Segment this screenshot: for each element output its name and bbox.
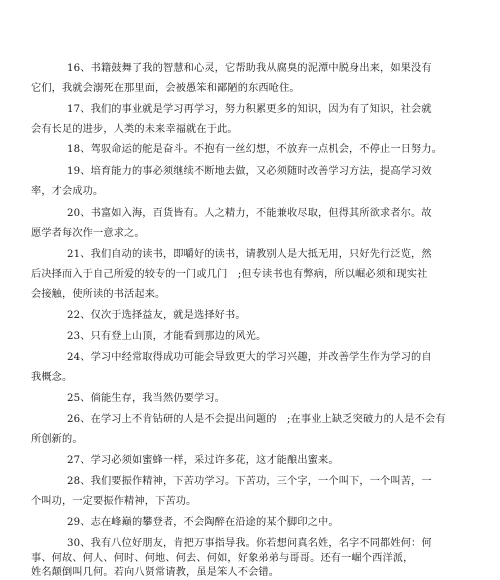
- line-text: 我概念。: [31, 372, 73, 383]
- text-line: [31, 371, 72, 385]
- line-text: 、在学习上不肯钻研的人是不会提出问题的 ;在事业上缺乏突破力的人是不会有: [80, 414, 446, 425]
- text-line: [67, 248, 432, 262]
- item-number: 18: [67, 144, 81, 155]
- line-text: 愿学者每次作一意求之。: [31, 228, 145, 239]
- item-number: 22: [67, 310, 81, 321]
- text-line: [31, 185, 103, 199]
- text-line: [67, 454, 339, 468]
- line-text: 会接触，使所读的书活起来。: [31, 289, 166, 300]
- line-text: 会有长足的进步，人类的未来幸福就在于此。: [31, 124, 238, 135]
- item-number: 28: [67, 476, 81, 487]
- item-number: 25: [67, 393, 81, 404]
- line-text: 率，才会成功。: [31, 186, 104, 197]
- text-line: [67, 309, 246, 323]
- text-line: [67, 392, 225, 406]
- line-text: 、培育能力的事必须继续不断地去做，又必须随时改善学习方法，提高学习效: [80, 166, 432, 177]
- line-text: 、我有八位好朋友，肯把万事指导我。你若想问真名姓，名字不同都姓何：何: [80, 538, 432, 549]
- line-text: 个叫功，一定要振作精神，下苦功。: [31, 496, 197, 507]
- line-text: 、我们自动的读书，即嚼好的读书，请教别人是大抵无用，只好先行泛览，然: [80, 249, 432, 260]
- text-line: [67, 165, 432, 179]
- line-text: 、学习必须如蜜蜂一样，采过许多花，这才能酿出蜜来。: [80, 455, 339, 466]
- line-text: 、学习中经常取得成功可能会导致更大的学习兴趣，并改善学生作为学习的自: [80, 352, 432, 363]
- line-text: 、倘能生存，我当然仍要学习。: [80, 393, 225, 404]
- text-line: [31, 433, 83, 447]
- line-text: 、仅次于选择益友，就是选择好书。: [80, 310, 246, 321]
- text-line: [67, 516, 339, 530]
- line-text: 它们，我就会溺死在那里面，会被愚笨和鄙陋的东西呛住。: [31, 83, 300, 94]
- line-text: 、书富如入海，百货皆有。人之精力，不能兼收尽取，但得其所欲求者尔。故: [80, 208, 432, 219]
- text-line: [67, 103, 432, 117]
- text-line: [67, 143, 442, 157]
- item-number: 17: [67, 104, 81, 115]
- line-text: 、我们的事业就是学习再学习，努力积累更多的知识，因为有了知识，社会就: [80, 104, 432, 115]
- text-line: [31, 566, 279, 580]
- text-line: [31, 288, 165, 302]
- text-line: [31, 268, 427, 282]
- text-line: [31, 552, 413, 566]
- item-number: 24: [67, 352, 81, 363]
- item-number: 26: [67, 414, 81, 425]
- text-line: [67, 475, 432, 489]
- item-number: 27: [67, 455, 81, 466]
- text-line: [67, 537, 432, 551]
- line-text: 事、何故、何人、何时、何地、何去、何如，好象弟弟与哥哥。还有一崛个西洋派，: [31, 553, 414, 564]
- text-line: [31, 82, 300, 96]
- text-line: [67, 413, 446, 427]
- text-line: [67, 330, 266, 344]
- item-number: 23: [67, 331, 81, 342]
- line-text: 、只有登上山顶，才能看到那边的风光。: [80, 331, 267, 342]
- line-text: 、志在峰巅的攀登者，不会陶醉在沿途的某个脚印之中。: [80, 517, 339, 528]
- text-line: [31, 495, 196, 509]
- line-text: 姓名颠倒叫几何。若向八贤常请教，虽是笨人不会错。: [31, 567, 280, 578]
- line-text: 所创新的。: [31, 434, 83, 445]
- line-text: 后决择而入于自己所爱的较专的一门或几门 ;但专读书也有弊病，所以崛必须和现实社: [31, 269, 428, 280]
- text-line: [31, 123, 238, 137]
- text-line: [67, 351, 432, 365]
- item-number: 16: [67, 63, 81, 74]
- item-number: 30: [67, 538, 81, 549]
- text-line: [67, 207, 432, 221]
- text-line: [67, 62, 432, 76]
- item-number: 21: [67, 249, 81, 260]
- line-text: 、驾驭命运的舵是奋斗。不抱有一丝幻想，不放弃一点机会，不停止一日努力。: [80, 144, 443, 155]
- item-number: 19: [67, 166, 81, 177]
- line-text: 、书籍鼓舞了我的智慧和心灵，它帮助我从腐臭的泥潭中脱身出来，如果没有: [80, 63, 432, 74]
- line-text: 、我们要振作精神，下苦功学习。下苦功，三个字，一个叫下，一个叫苦，一: [80, 476, 432, 487]
- item-number: 20: [67, 208, 81, 219]
- text-line: [31, 227, 145, 241]
- item-number: 29: [67, 517, 81, 528]
